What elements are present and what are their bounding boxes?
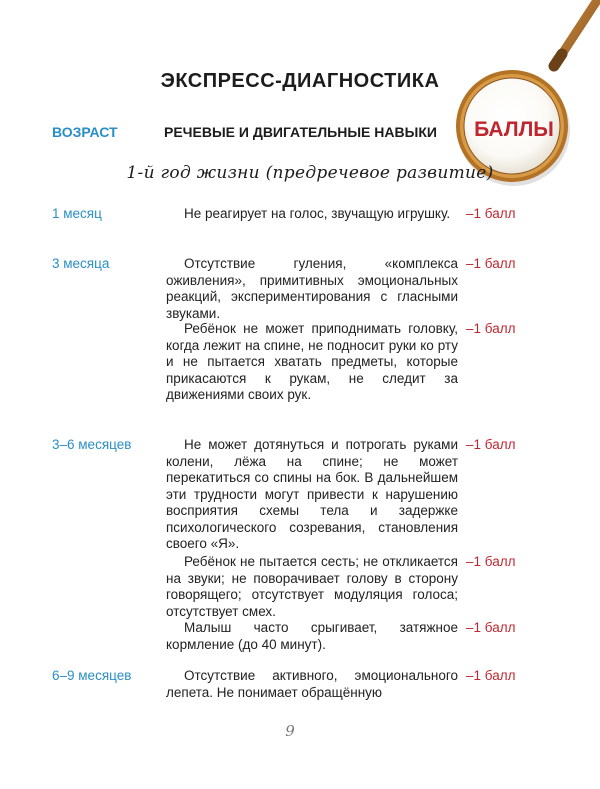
section-title: 1-й год жизни (предречевое развитие) [126,163,494,183]
entry-score: –1 балл [466,620,516,635]
age-column-header: ВОЗРАСТ [52,124,118,140]
entry-text: Не может дотянуться и потрогать руками колени, лёжа на спине; не может перекатиться со спины на бок. В дальнейшем эти трудности могут привести к нарушению восприятия схемы тела и задержке психологического созревания, становления своего «Я». [166,437,458,551]
entry-score: –1 балл [466,554,516,569]
skills-column-header: РЕЧЕВЫЕ И ДВИГАТЕЛЬНЫЕ НАВЫКИ [164,124,437,140]
age-3-months: 3 месяца [52,256,110,271]
entry-text: Не реагирует на голос, звучащую игрушку. [184,206,451,221]
age-1-month: 1 месяц [52,206,102,221]
page-number: 9 [285,722,295,740]
entry-text: Ребёнок не пытается сесть; не откликается на звуки; не поворачивает голову в сторону говорящего; отсутствует модуляция голоса; отсутствует смех. [166,554,458,619]
entry-text: Ребёнок не может приподнимать головку, когда лежит на спине, не подносит руки ко рту и не пытается хватать предметы, которые прикасаются к рукам, не следит за движениями своих рук. [166,321,458,402]
age-6-9-months: 6–9 месяцев [52,668,132,683]
entry-text: Отсутствие активного, эмоционального лепета. Не понимает обращённую [166,668,458,700]
entry-text: Отсутствие гуления, «комплекса оживления», примитивных эмоциональных реакций, экспериментирования с гласными звуками. [166,256,458,321]
entry-score: –1 балл [466,206,516,221]
page-title: ЭКСПРЕСС-ДИАГНОСТИКА [160,70,440,92]
entry-score: –1 балл [466,321,516,336]
magnifying-glass-icon [450,0,600,190]
entry-score: –1 балл [466,256,516,271]
points-column-header: БАЛЛЫ [474,118,554,141]
entry-score: –1 балл [466,668,516,683]
entry-text: Малыш часто срыгивает, затяжное кормление (до 40 минут). [166,620,458,652]
entry-score: –1 балл [466,437,516,452]
age-3-6-months: 3–6 месяцев [52,437,132,452]
